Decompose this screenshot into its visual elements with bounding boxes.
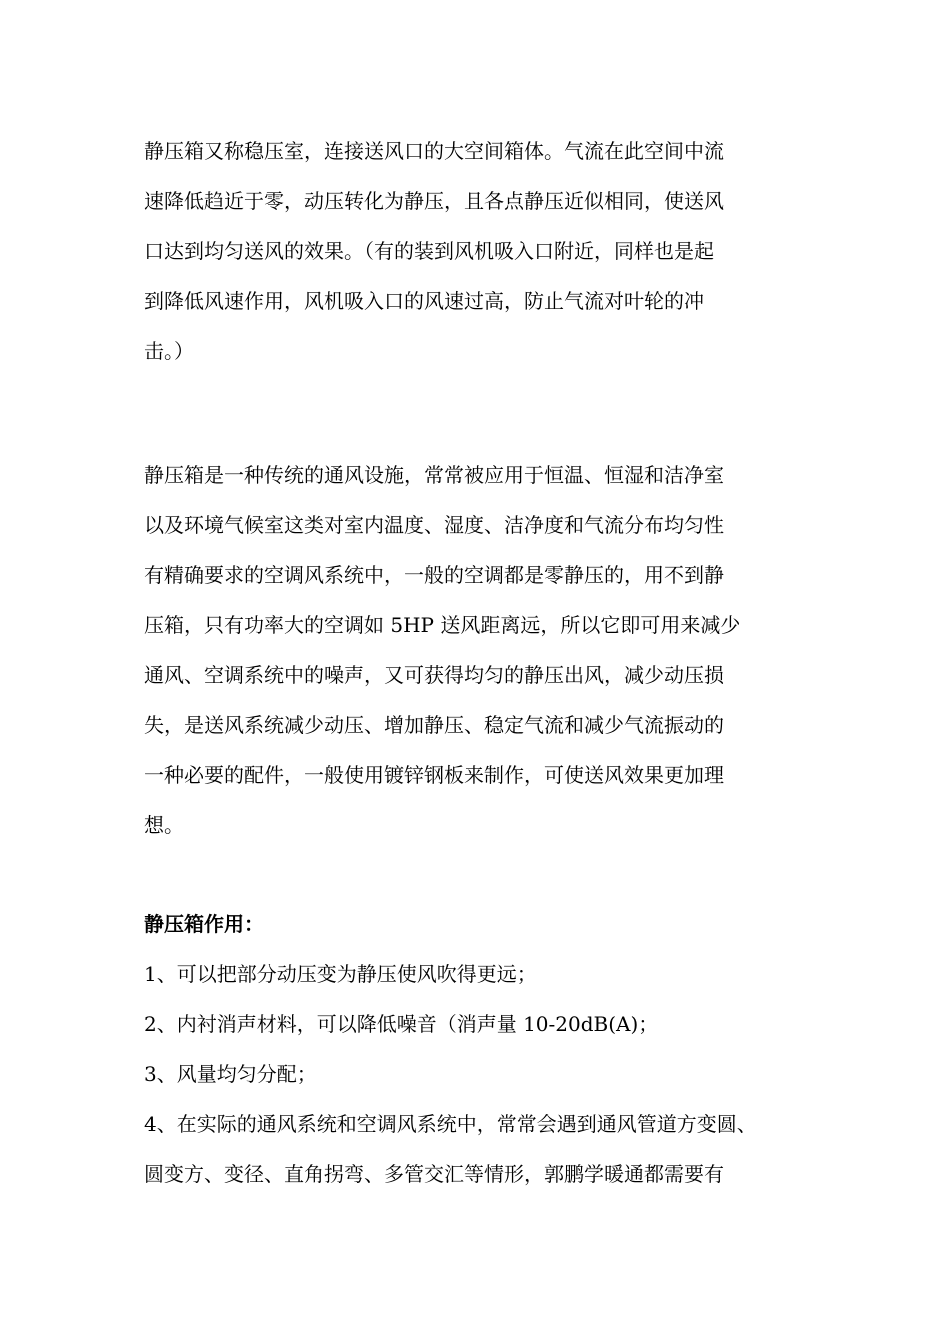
list-item: 3、风量均匀分配； — [144, 1062, 317, 1086]
paragraph-line: 想。 — [144, 813, 184, 837]
paragraph-line: 通风、空调系统中的噪声，又可获得均匀的静压出风，减少动压损 — [144, 663, 724, 687]
list-item: 圆变方、变径、直角拐弯、多管交汇等情形，郭鹏学暖通都需要有 — [144, 1162, 724, 1186]
paragraph-line: 有精确要求的空调风系统中，一般的空调都是零静压的，用不到静 — [144, 563, 724, 587]
paragraph-line: 到降低风速作用，风机吸入口的风速过高，防止气流对叶轮的冲 — [144, 289, 704, 313]
paragraph-line: 口达到均匀送风的效果。（有的装到风机吸入口附近，同样也是起 — [144, 239, 714, 263]
paragraph-line: 压箱，只有功率大的空调如 5HP 送风距离远，所以它即可用来减少 — [144, 613, 741, 637]
paragraph-line: 以及环境气候室这类对室内温度、湿度、洁净度和气流分布均匀性 — [144, 513, 724, 537]
paragraph-line: 一种必要的配件，一般使用镀锌钢板来制作，可使送风效果更加理 — [144, 763, 724, 787]
list-item: 4、在实际的通风系统和空调风系统中，常常会遇到通风管道方变圆、 — [144, 1112, 757, 1136]
paragraph-line: 速降低趋近于零，动压转化为静压，且各点静压近似相同，使送风 — [144, 189, 724, 213]
paragraph-line: 静压箱又称稳压室，连接送风口的大空间箱体。气流在此空间中流 — [144, 139, 724, 163]
paragraph-line: 失，是送风系统减少动压、增加静压、稳定气流和减少气流振动的 — [144, 713, 724, 737]
paragraph-line: 静压箱是一种传统的通风设施，常常被应用于恒温、恒湿和洁净室 — [144, 463, 724, 487]
section-heading: 静压箱作用： — [144, 912, 264, 936]
paragraph-line: 击。） — [144, 339, 194, 363]
list-item: 1、可以把部分动压变为静压使风吹得更远； — [144, 962, 537, 986]
list-item: 2、内衬消声材料，可以降低噪音（消声量 10-20dB(A)； — [144, 1012, 659, 1036]
